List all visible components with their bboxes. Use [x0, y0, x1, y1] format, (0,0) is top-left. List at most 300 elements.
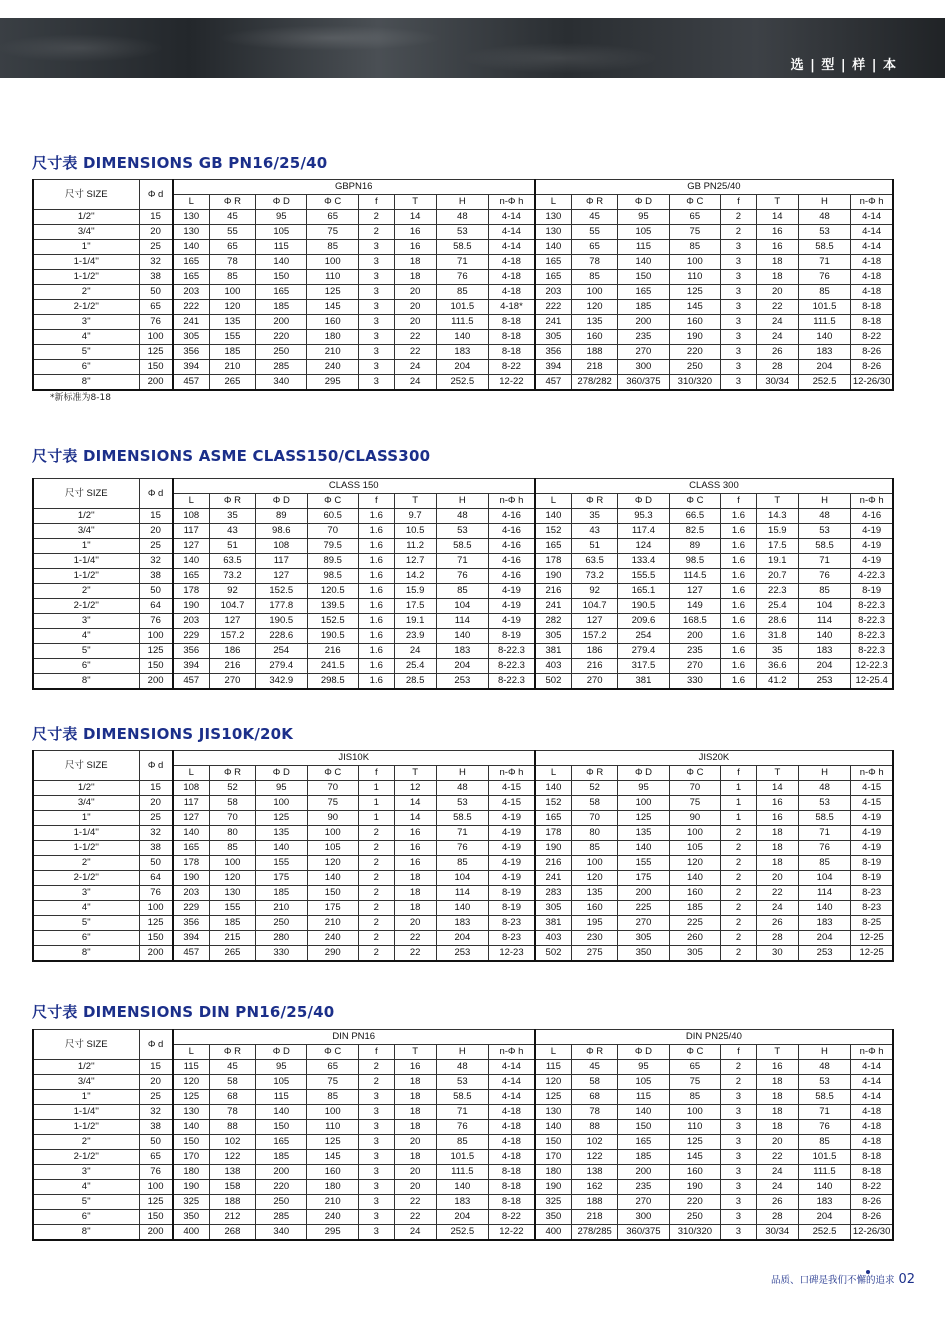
- table-cell: 8-23: [851, 901, 893, 916]
- column-header: T: [394, 1045, 436, 1060]
- table-cell: 3: [721, 1150, 757, 1165]
- table-cell: 18: [756, 1105, 798, 1120]
- table-row: [33, 1105, 893, 1120]
- table-cell: 55: [572, 225, 618, 240]
- table-cell: 149: [669, 599, 720, 614]
- table-cell: 53: [798, 796, 851, 811]
- table-cell: 180: [307, 1180, 358, 1195]
- table-cell: 65: [139, 1150, 173, 1165]
- table-cell: 73.2: [209, 569, 255, 584]
- size-cell: 8'': [33, 946, 139, 962]
- table-cell: 340: [256, 1225, 307, 1241]
- column-header: n-Φ h: [851, 494, 893, 509]
- column-header: f: [721, 494, 757, 509]
- table-cell: 4-18: [851, 255, 893, 270]
- column-header: f: [358, 766, 394, 781]
- table-cell: 32: [139, 255, 173, 270]
- table-cell: 98.5: [307, 569, 358, 584]
- table-cell: 204: [436, 659, 488, 674]
- table-cell: 139.5: [307, 599, 358, 614]
- table-cell: 28: [756, 1210, 798, 1225]
- table-cell: 125: [307, 285, 358, 300]
- table-cell: 111.5: [436, 315, 488, 330]
- table-cell: 8-26: [851, 345, 893, 360]
- table-cell: 165: [535, 270, 572, 285]
- table-cell: 15.9: [756, 524, 798, 539]
- table-cell: 4-14: [489, 1090, 535, 1105]
- table-cell: 140: [618, 841, 669, 856]
- table-cell: 127: [572, 614, 618, 629]
- table-cell: 85: [209, 270, 255, 285]
- size-cell: 2-1/2'': [33, 300, 139, 315]
- table-cell: 190: [535, 1180, 572, 1195]
- size-cell: 3/4'': [33, 225, 139, 240]
- table-cell: 41.2: [756, 674, 798, 690]
- table-cell: 360/375: [618, 375, 669, 391]
- table-cell: 270: [669, 659, 720, 674]
- table-cell: 95: [256, 210, 307, 225]
- table-cell: 250: [256, 916, 307, 931]
- table-cell: 4-18: [851, 1135, 893, 1150]
- table-cell: 4-16: [489, 569, 535, 584]
- table-cell: 8-22: [851, 1180, 893, 1195]
- table-row: [33, 1120, 893, 1135]
- column-header: Φ C: [307, 1045, 358, 1060]
- table-cell: 76: [436, 1120, 488, 1135]
- column-header: Φ D: [618, 494, 669, 509]
- table-cell: 8-18: [851, 315, 893, 330]
- table-cell: 2: [721, 871, 757, 886]
- table-cell: 253: [798, 674, 850, 690]
- table-cell: 105: [307, 841, 358, 856]
- table-cell: 3: [358, 1120, 394, 1135]
- table-cell: 3: [358, 330, 394, 345]
- table-cell: 18: [756, 1090, 798, 1105]
- table-cell: 22: [756, 886, 798, 901]
- table-cell: 8-22.3: [851, 614, 893, 629]
- column-header: L: [535, 195, 572, 210]
- section-title: 尺寸表 DIMENSIONS DIN PN16/25/40: [32, 1003, 335, 1021]
- table-row: [33, 796, 893, 811]
- table-cell: 140: [669, 871, 720, 886]
- table-cell: 75: [307, 225, 358, 240]
- table-cell: 4-14: [489, 210, 535, 225]
- table-cell: 16: [394, 225, 436, 240]
- table-cell: 3: [721, 300, 757, 315]
- footnote: *新标准为8-18: [50, 393, 111, 403]
- table-cell: 52: [209, 781, 255, 796]
- table-cell: 18: [394, 1150, 436, 1165]
- table-cell: 8-22: [489, 360, 535, 375]
- column-header: T: [394, 766, 436, 781]
- table-cell: 4-19: [489, 841, 535, 856]
- table-cell: 200: [618, 886, 669, 901]
- table-cell: 140: [173, 1120, 210, 1135]
- table-cell: 12-25: [851, 946, 893, 962]
- table-cell: 209.6: [618, 614, 669, 629]
- table-cell: 114: [436, 614, 488, 629]
- table-cell: 16: [394, 856, 436, 871]
- table-cell: 200: [618, 1165, 669, 1180]
- column-header: H: [436, 195, 488, 210]
- table-cell: 24: [394, 360, 436, 375]
- table-cell: 8-19: [489, 901, 535, 916]
- table-cell: 55: [209, 225, 255, 240]
- table-cell: 1.6: [721, 569, 757, 584]
- table-cell: 16: [756, 240, 798, 255]
- table-cell: 108: [173, 509, 210, 524]
- table-cell: 76: [139, 614, 173, 629]
- table-cell: 66.5: [669, 509, 720, 524]
- table-cell: 75: [307, 1075, 358, 1090]
- table-row: [33, 659, 893, 674]
- table-cell: 4-14: [489, 225, 535, 240]
- table-cell: 4-18: [489, 1135, 535, 1150]
- table-cell: 340: [256, 375, 307, 391]
- table-cell: 229: [173, 901, 210, 916]
- table-cell: 100: [209, 856, 255, 871]
- table-header-row: [33, 751, 893, 766]
- table-cell: 65: [669, 210, 720, 225]
- table-row: [33, 210, 893, 225]
- column-header: Φ R: [209, 195, 255, 210]
- table-cell: 14.3: [756, 509, 798, 524]
- table-cell: 114: [798, 886, 851, 901]
- section-title: 尺寸表 DIMENSIONS JIS10K/20K: [32, 725, 294, 743]
- table-cell: 117.4: [618, 524, 669, 539]
- table-cell: 89: [256, 509, 307, 524]
- table-cell: 278/285: [572, 1225, 618, 1241]
- table-cell: 2: [358, 1060, 394, 1075]
- table-cell: 115: [256, 1090, 307, 1105]
- table-cell: 53: [436, 796, 489, 811]
- section-title: 尺寸表 DIMENSIONS ASME CLASS150/CLASS300: [32, 447, 431, 465]
- column-header: n-Φ h: [851, 766, 893, 781]
- table-cell: 30: [756, 946, 798, 962]
- table-cell: 50: [139, 584, 173, 599]
- size-cell: 1-1/4'': [33, 826, 139, 841]
- table-cell: 222: [173, 300, 210, 315]
- table-cell: 71: [798, 826, 851, 841]
- table-cell: 200: [139, 1225, 173, 1241]
- column-header: L: [173, 766, 210, 781]
- table-cell: 254: [256, 644, 307, 659]
- table-cell: 150: [139, 360, 173, 375]
- table-row: [33, 225, 893, 240]
- table-cell: 115: [535, 1060, 572, 1075]
- table-cell: 140: [256, 255, 307, 270]
- table-cell: 8-18: [489, 1180, 535, 1195]
- table-cell: 135: [572, 315, 618, 330]
- table-cell: 8-18: [851, 300, 893, 315]
- table-cell: 104: [436, 599, 488, 614]
- table-cell: 122: [209, 1150, 255, 1165]
- table-cell: 165: [173, 255, 210, 270]
- table-cell: 8-18: [489, 1165, 535, 1180]
- table-cell: 2: [358, 225, 394, 240]
- table-cell: 241: [173, 315, 210, 330]
- table-cell: 8-23: [851, 886, 893, 901]
- table-cell: 183: [798, 916, 851, 931]
- table-cell: 38: [139, 1120, 173, 1135]
- table-cell: 4-15: [851, 796, 893, 811]
- size-cell: 2'': [33, 584, 139, 599]
- table-cell: 140: [798, 901, 851, 916]
- table-cell: 71: [798, 1105, 850, 1120]
- table-cell: 18: [394, 1075, 436, 1090]
- table-cell: 305: [535, 330, 572, 345]
- table-cell: 381: [535, 916, 572, 931]
- table-cell: 76: [139, 315, 173, 330]
- column-header: n-Φ h: [489, 195, 535, 210]
- table-cell: 8-22.3: [489, 674, 535, 690]
- table-cell: 115: [173, 1060, 210, 1075]
- table-cell: 283: [535, 886, 572, 901]
- table-cell: 95.3: [618, 509, 669, 524]
- table-row: [33, 315, 893, 330]
- table-row: [33, 584, 893, 599]
- table-cell: 4-19: [489, 871, 535, 886]
- table-cell: 160: [669, 315, 720, 330]
- column-header: H: [436, 494, 488, 509]
- table-cell: 4-19: [851, 524, 893, 539]
- table-cell: 342.9: [256, 674, 307, 690]
- header-title: 选 | 型 | 样 | 本: [790, 58, 897, 73]
- table-cell: 140: [618, 255, 669, 270]
- table-cell: 24: [394, 375, 436, 391]
- table-cell: 155: [209, 330, 255, 345]
- table-cell: 235: [669, 644, 720, 659]
- table-cell: 104: [798, 599, 850, 614]
- size-cell: 4'': [33, 629, 139, 644]
- table-cell: 4-14: [851, 1060, 893, 1075]
- table-cell: 48: [798, 781, 851, 796]
- size-cell: 3/4'': [33, 524, 139, 539]
- table-row: [33, 1180, 893, 1195]
- table-cell: 22: [394, 1195, 436, 1210]
- table-cell: 3: [721, 1090, 757, 1105]
- table-cell: 1.6: [721, 524, 757, 539]
- d-header: Φ d: [139, 751, 173, 781]
- dimension-table-jis: [32, 750, 894, 962]
- d-header: Φ d: [139, 1030, 173, 1060]
- table-cell: 216: [209, 659, 255, 674]
- table-cell: 8-22.3: [489, 659, 535, 674]
- table-cell: 15: [139, 509, 173, 524]
- size-cell: 3/4'': [33, 1075, 139, 1090]
- table-cell: 2: [721, 1060, 757, 1075]
- table-cell: 18: [394, 886, 436, 901]
- table-cell: 20: [394, 315, 436, 330]
- table-cell: 115: [256, 240, 307, 255]
- table-cell: 216: [572, 659, 618, 674]
- table-cell: 25.4: [756, 599, 798, 614]
- table-cell: 210: [307, 345, 358, 360]
- table-cell: 20: [139, 796, 173, 811]
- table-cell: 4-18: [489, 1105, 535, 1120]
- column-header: Φ D: [256, 766, 307, 781]
- table-cell: 76: [436, 841, 489, 856]
- table-cell: 76: [436, 270, 488, 285]
- column-header: Φ R: [209, 1045, 255, 1060]
- table-cell: 125: [139, 916, 173, 931]
- table-cell: 18: [756, 270, 798, 285]
- table-cell: 95: [256, 1060, 307, 1075]
- table-cell: 457: [173, 375, 210, 391]
- table-cell: 268: [209, 1225, 255, 1241]
- table-cell: 200: [669, 629, 720, 644]
- size-cell: 2'': [33, 1135, 139, 1150]
- table-cell: 225: [669, 916, 720, 931]
- table-cell: 95: [618, 1060, 669, 1075]
- table-cell: 20: [394, 300, 436, 315]
- table-cell: 85: [436, 584, 488, 599]
- table-cell: 1.6: [721, 659, 757, 674]
- size-cell: 1-1/2'': [33, 569, 139, 584]
- size-cell: 5'': [33, 644, 139, 659]
- table-cell: 85: [307, 1090, 358, 1105]
- table-cell: 25: [139, 1090, 173, 1105]
- table-cell: 310/320: [669, 1225, 720, 1241]
- table-cell: 63.5: [572, 554, 618, 569]
- table-cell: 222: [535, 300, 572, 315]
- table-cell: 140: [535, 240, 572, 255]
- table-cell: 8-26: [851, 1195, 893, 1210]
- table-cell: 250: [256, 345, 307, 360]
- table-cell: 165: [535, 539, 572, 554]
- table-cell: 100: [618, 796, 669, 811]
- size-cell: 8'': [33, 375, 139, 391]
- table-cell: 12-23: [489, 946, 535, 962]
- table-cell: 1.6: [358, 614, 394, 629]
- table-cell: 3: [358, 1180, 394, 1195]
- table-cell: 16: [756, 811, 798, 826]
- table-cell: 400: [535, 1225, 572, 1241]
- table-cell: 356: [173, 345, 210, 360]
- table-cell: 140: [436, 901, 489, 916]
- table-row: [33, 1150, 893, 1165]
- table-cell: 19.1: [394, 614, 436, 629]
- table-cell: 280: [256, 931, 307, 946]
- table-cell: 270: [618, 345, 669, 360]
- table-cell: 4-14: [851, 1090, 893, 1105]
- table-cell: 18: [394, 901, 436, 916]
- column-header: Φ C: [669, 195, 720, 210]
- table-cell: 20: [394, 1180, 436, 1195]
- table-cell: 4-19: [851, 554, 893, 569]
- table-row: [33, 330, 893, 345]
- table-cell: 78: [572, 255, 618, 270]
- table-cell: 58.5: [436, 539, 488, 554]
- table-cell: 51: [572, 539, 618, 554]
- table-row: [33, 901, 893, 916]
- table-cell: 4-16: [489, 554, 535, 569]
- column-header: T: [756, 1045, 798, 1060]
- table-cell: 14: [394, 210, 436, 225]
- table-cell: 50: [139, 1135, 173, 1150]
- table-cell: 15: [139, 1060, 173, 1075]
- table-cell: 2: [358, 210, 394, 225]
- table-cell: 279.4: [618, 644, 669, 659]
- size-header: 尺寸 SIZE: [33, 479, 139, 509]
- size-cell: 3'': [33, 886, 139, 901]
- table-cell: 152.5: [307, 614, 358, 629]
- table-cell: 241: [535, 315, 572, 330]
- table-cell: 43: [572, 524, 618, 539]
- table-cell: 18: [756, 856, 798, 871]
- table-cell: 15.9: [394, 584, 436, 599]
- table-cell: 253: [436, 946, 489, 962]
- table-cell: 12-22: [489, 1225, 535, 1241]
- table-cell: 150: [139, 931, 173, 946]
- column-header: f: [721, 1045, 757, 1060]
- header-banner: [0, 18, 945, 78]
- table-cell: 210: [209, 360, 255, 375]
- table-cell: 3: [358, 1195, 394, 1210]
- size-cell: 1-1/4'': [33, 255, 139, 270]
- table-cell: 52: [572, 781, 618, 796]
- dimension-table-gb: [32, 179, 894, 391]
- table-cell: 216: [535, 856, 572, 871]
- table-cell: 76: [798, 270, 850, 285]
- table-cell: 22.3: [756, 584, 798, 599]
- column-header: Φ D: [618, 766, 669, 781]
- size-cell: 2'': [33, 856, 139, 871]
- table-cell: 71: [436, 1105, 488, 1120]
- group-header: GB PN25/40: [535, 180, 893, 195]
- table-cell: 140: [436, 629, 488, 644]
- table-cell: 152: [535, 524, 572, 539]
- table-cell: 394: [535, 360, 572, 375]
- table-cell: 270: [618, 1195, 669, 1210]
- table-cell: 254: [618, 629, 669, 644]
- table-cell: 1.6: [358, 539, 394, 554]
- table-cell: 204: [798, 931, 851, 946]
- column-header: L: [173, 195, 210, 210]
- column-header: Φ R: [572, 1045, 618, 1060]
- table-cell: 4-18: [489, 285, 535, 300]
- group-header: GBPN16: [173, 180, 535, 195]
- column-header: H: [798, 195, 850, 210]
- table-cell: 100: [572, 285, 618, 300]
- table-cell: 24: [394, 644, 436, 659]
- table-cell: 250: [669, 360, 720, 375]
- size-cell: 3/4'': [33, 796, 139, 811]
- table-cell: 104.7: [572, 599, 618, 614]
- table-cell: 101.5: [798, 300, 850, 315]
- table-cell: 170: [535, 1150, 572, 1165]
- table-cell: 394: [173, 659, 210, 674]
- size-cell: 1-1/2'': [33, 841, 139, 856]
- table-row: [33, 1210, 893, 1225]
- table-cell: 90: [669, 811, 720, 826]
- column-header: Φ R: [572, 766, 618, 781]
- table-cell: 135: [618, 826, 669, 841]
- table-cell: 305: [173, 330, 210, 345]
- size-cell: 1-1/4'': [33, 1105, 139, 1120]
- table-cell: 295: [307, 1225, 358, 1241]
- table-cell: 185: [618, 300, 669, 315]
- table-cell: 53: [798, 524, 850, 539]
- size-cell: 2'': [33, 285, 139, 300]
- column-header: Φ D: [256, 1045, 307, 1060]
- column-header: L: [173, 494, 210, 509]
- table-cell: 8-23: [489, 931, 535, 946]
- table-cell: 58.5: [798, 1090, 850, 1105]
- table-cell: 160: [307, 315, 358, 330]
- table-cell: 145: [307, 300, 358, 315]
- table-cell: 150: [535, 1135, 572, 1150]
